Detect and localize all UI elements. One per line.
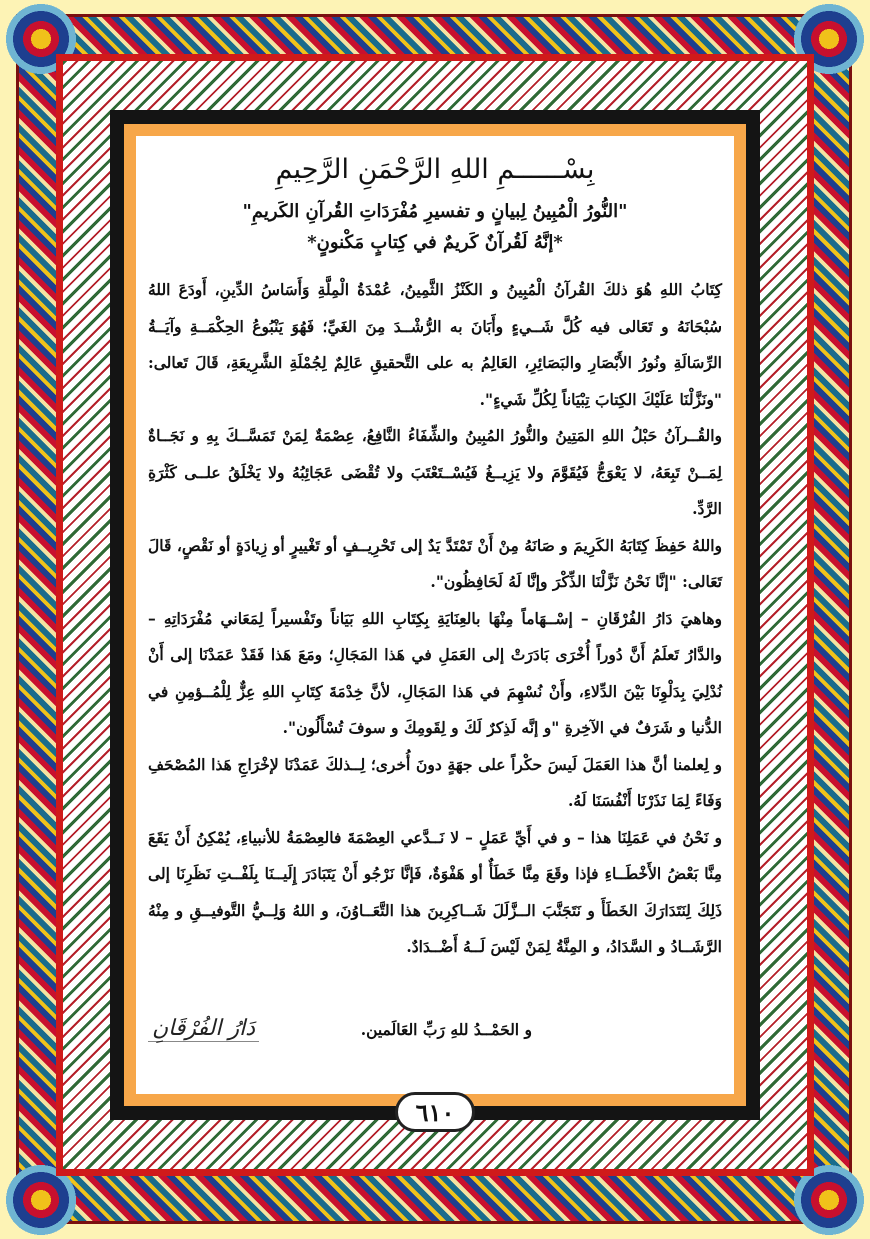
- paragraph: و نَحْنُ في عَمَلِنَا هذا – و في أَيِّ عَمَلٍ – لا نَــدَّعي العِصْمَةَ فالعِصْمَةُ للأنبياءِ، يُمْكِنُ أَنْ يَقَعَ مِنَّا بَعْضُ الأَخْطَــاءِ فإذا وقَعَ مِنَّا خَطَأٌ أو هَفْوَةٌ، فَإنَّا نَرْجُو أَنْ يَتَبَادَرَ إِلَيــنَا بِلَفْــتِ نَظَرِنَا إلى ذَلِكَ لِنَتَدَارَكَ الخَطَأَ و نَتَجَنَّبَ الــزَّلَلَ شَــاكِرِينَ هذا التَّعَــاوُنَ، و اللهُ وَلِــيُّ التَّوفيــقِ و مِنْهُ الرَّشَــادُ و السَّدَادُ، و المِنَّةُ لِمَنْ لَيْسَ لَــهُ أَضْــدَادٌ.: [148, 827, 722, 956]
- paragraph: والقُــرآنُ حَبْلُ اللهِ المَتِينُ والنُّورُ المُبِينُ والشِّفَاءُ النَّافِعُ، عِصْمَةٌ لِمَنْ تَمَسَّــكَ بِهِ و نَجَــاةٌ لِمَــنْ تَبِعَهُ، لا يَعْوَجُّ فَيُقَوَّمَ ولا يَزِيــغُ فَيُسْــتَعْتَبَ ولا تُقْضَى عَجَائِبُهُ ولا يَخْلَقُ علــى كَثْرَةِ الرَّدِّ.: [148, 426, 722, 518]
- page-subtitle: *إنَّهُ لَقُرآنٌ كَريمٌ في كِتابٍ مَكْنونٍ*: [307, 232, 563, 253]
- closing-row: [148, 1016, 722, 1042]
- page-number: ٦١٠: [395, 1092, 475, 1132]
- paragraph: وهاهيَ دَارُ الفُرْقَانِ – إسْــهَاماً مِنْهَا بالعِنَايَةِ بِكِتَابِ اللهِ بَيَاناً وتَفْسيراً لِمَعَاني مُفْرَدَاتِهِ – والدَّارُ تَعلَمُ أَنَّ دُوراً أُخْرَى بَادَرَتْ إلى العَمَلِ في هَذا المَجَالِ؛ ومَعَ هَذا فَقَدْ عَمَدْنَا إلى أَنْ نُدْلِيَ بِدَلْوِنَا بَيْنَ الدِّلاءِ، وأَنْ نُسْهِمَ في هَذا المَجَالِ، لأنَّ خِدْمَةَ كِتَابِ اللهِ عِزٌّ لِلْمُــؤمِنِ في الدُّنيا و شَرَفٌ في الآخِرةِ "و إنَّه لَذِكرٌ لَكَ و لِقَومِكَ و سوفَ تُسْأَلُون".: [148, 608, 722, 737]
- paragraph: كِتَابُ اللهِ هُوَ ذلكَ القُرآنُ الْمُبِينُ و الكَنْزُ الثَّمِينُ، عُمْدَةُ الْمِلَّةِ وَأَسَاسُ الدِّينِ، أَودَعَ اللهُ سُبْحَانَهُ و تَعَالى فيه كُلَّ شَــيءٍ وأَبَانَ به الرُّشْــدَ مِنَ الغَيِّ؛ فَهُوَ يَنْبُوعُ الحِكْمَــةِ وآيَــةُ الرِّسَالَةِ ونُورُ الأَبْصَارِ والبَصَائِرِ، العَالِمُ به على التَّحقيقِ عَالِمٌ لِجُمْلَةِ الشَّرِيعَةِ، قَالَ تَعالى: "ونَزَّلْنَا عَلَيْكَ الكِتابَ تِبْيَاناً لِكُلِّ شَيءٍ".: [148, 280, 722, 409]
- paragraph: واللهُ حَفِظَ كِتَابَهُ الكَرِيمَ و صَانَهُ مِنْ أَنْ تَمْتَدَّ يَدٌ إلى تَحْرِيــفٍ أو تَغْييرٍ أو زِيادَةٍ أو نَقْصٍ، قَالَ تَعَالى: "إنَّا نَحْنُ نَزَّلْنَا الذِّكْرَ وإنَّا لَهُ لَحَافِظُون".: [148, 535, 722, 591]
- page-title: "النُّورُ الْمُبِينُ لِبيانٍ و تفسيرِ مُفْرَدَاتِ القُرآنِ الكَريمِ": [242, 201, 628, 222]
- closing-text: و الحَمْــدُ للهِ رَبِّ العَالَمين.: [360, 1019, 532, 1039]
- publisher-signature: دَارُ الفُرْقَانِ: [148, 1016, 259, 1042]
- paragraph: و لِعلمنا أنَّ هذا العَمَلَ لَيسَ حكْراً على جهَةٍ دونَ أُخرى؛ لِــذلكَ عَمَدْنَا لإخْرَاجِ هَذا المُصْحَفِ وَفَاءً لِمَا نَذَرْنَا أَنْفُسَنَا لَهُ.: [148, 754, 722, 810]
- content-panel: [136, 136, 734, 1094]
- basmala: بِسْــــــمِ اللهِ الرَّحْمَنِ الرَّحِيمِ: [275, 154, 595, 185]
